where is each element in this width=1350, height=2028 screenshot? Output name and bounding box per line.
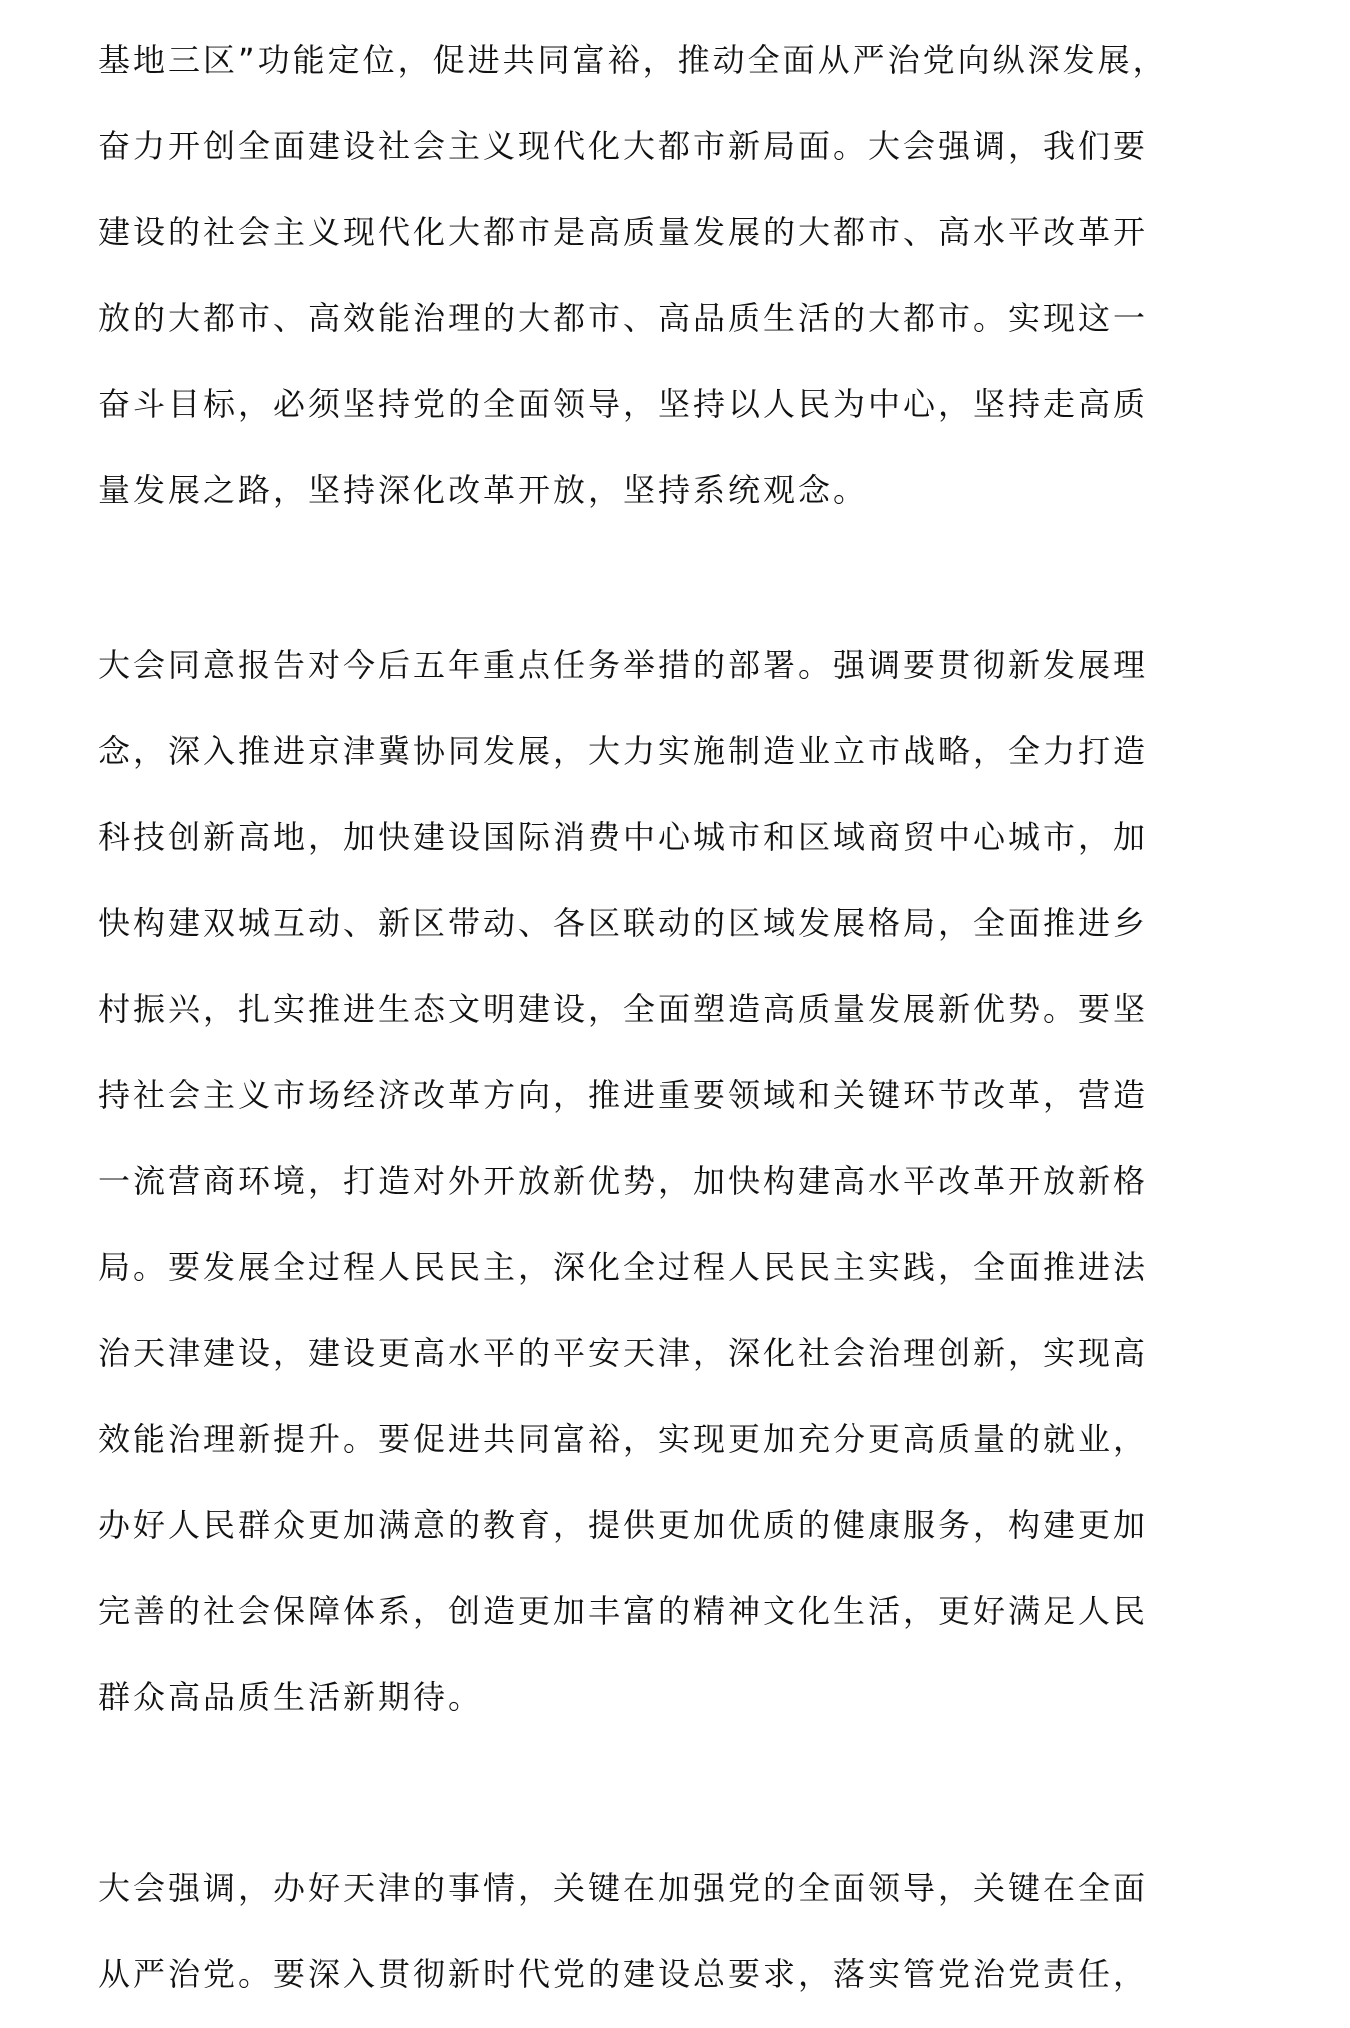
text-line: 奋力开创全面建设社会主义现代化大都市新局面。大会强调，我们要 [98,127,1149,165]
text-line: 放的大都市、高效能治理的大都市、高品质生活的大都市。实现这一 [98,299,1149,337]
text-line: 科技创新高地，加快建设国际消费中心城市和区域商贸中心城市，加 [98,818,1149,856]
paragraph-2 [98,622,1258,1740]
text-line: 治天津建设，建设更高水平的平安天津，深化社会治理创新，实现高 [98,1334,1149,1372]
text-line: 量发展之路，坚持深化改革开放，坚持系统观念。 [98,471,869,509]
text-line: 群众高品质生活新期待。 [98,1678,484,1716]
text-line: 完善的社会保障体系，创造更加丰富的精神文化生活，更好满足人民 [98,1592,1149,1630]
text-line: 念，深入推进京津冀协同发展，大力实施制造业立市战略，全力打造 [98,732,1149,770]
text-line: 大会同意报告对今后五年重点任务举措的部署。强调要贯彻新发展理 [98,646,1149,684]
text-line: 效能治理新提升。要促进共同富裕，实现更加充分更高质量的就业， [98,1420,1149,1458]
text-line: 基地三区”功能定位，促进共同富裕，推动全面从严治党向纵深发展， [98,41,1168,79]
text-line: 快构建双城互动、新区带动、各区联动的区域发展格局，全面推进乡 [98,904,1149,942]
text-line: 建设的社会主义现代化大都市是高质量发展的大都市、高水平改革开 [98,213,1149,251]
text-line: 大会强调，办好天津的事情，关键在加强党的全面领导，关键在全面 [98,1869,1149,1907]
text-line: 办好人民群众更加满意的教育，提供更加优质的健康服务，构建更加 [98,1506,1149,1544]
text-line: 从严治党。要深入贯彻新时代党的建设总要求，落实管党治党责任， [98,1955,1149,1993]
text-line: 奋斗目标，必须坚持党的全面领导，坚持以人民为中心，坚持走高质 [98,385,1149,423]
text-line: 局。要发展全过程人民民主，深化全过程人民民主实践，全面推进法 [98,1248,1149,1286]
paragraph-3 [98,1845,1258,2017]
text-line: 村振兴，扎实推进生态文明建设，全面塑造高质量发展新优势。要坚 [98,990,1149,1028]
text-line: 持社会主义市场经济改革方向，推进重要领域和关键环节改革，营造 [98,1076,1149,1114]
paragraph-1 [98,17,1258,533]
text-line: 一流营商环境，打造对外开放新优势，加快构建高水平改革开放新格 [98,1162,1149,1200]
